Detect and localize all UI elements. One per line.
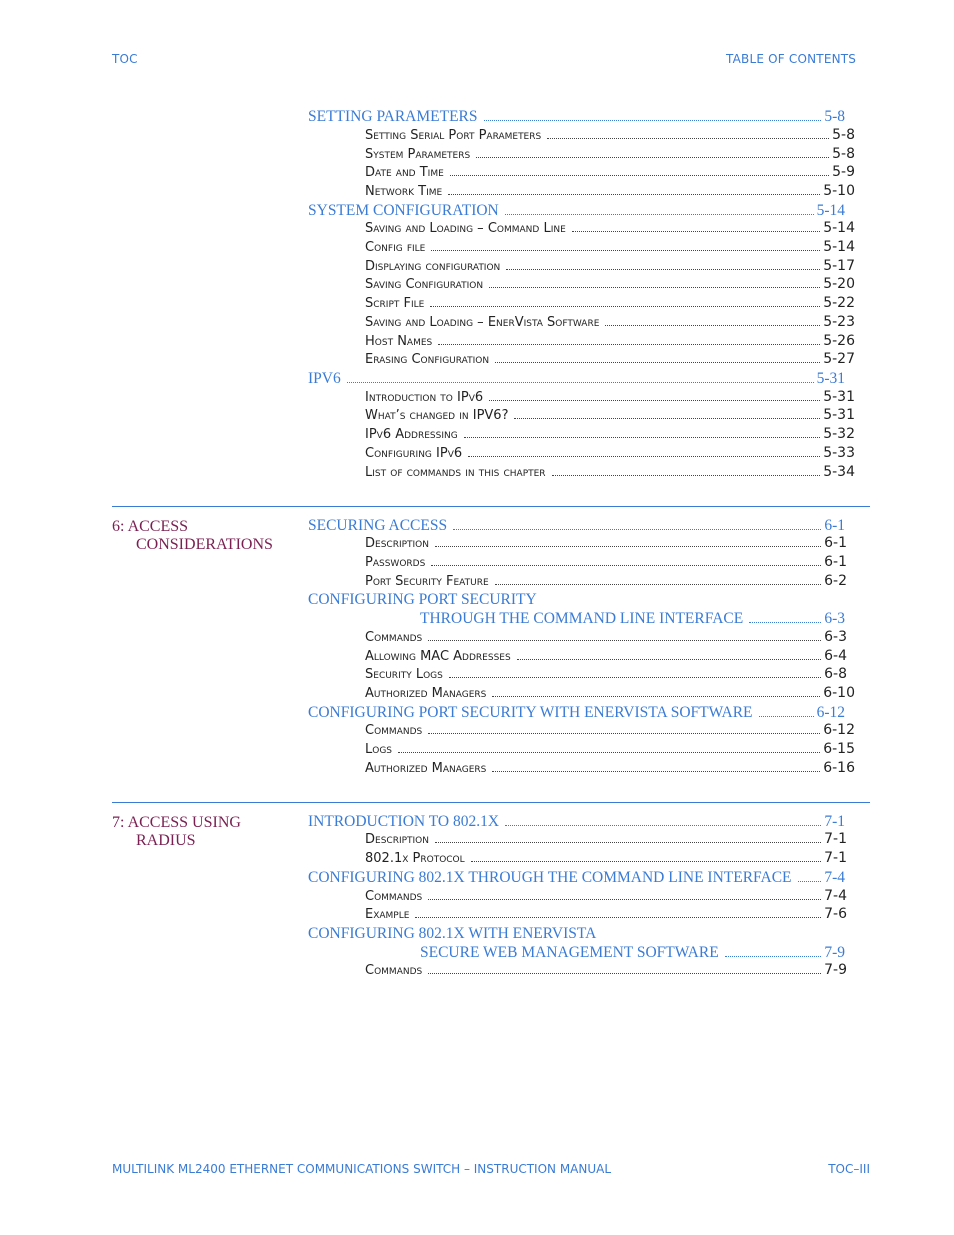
- toc-section-ipv6[interactable]: IPV6 5-31: [308, 370, 845, 387]
- toc-item[interactable]: Config file 5-14: [365, 239, 855, 255]
- toc-section-setting-parameters[interactable]: SETTING PARAMETERS 5-8: [308, 108, 845, 125]
- toc-item[interactable]: Security Logs 6-8: [365, 666, 847, 682]
- toc-item[interactable]: Date and Time 5-9: [365, 164, 855, 180]
- toc-item[interactable]: List of commands in this chapter 5-34: [365, 464, 855, 480]
- toc-section-8021x-enervista-web[interactable]: SECURE WEB MANAGEMENT SOFTWARE 7-9: [420, 944, 845, 961]
- toc-item[interactable]: Saving Configuration 5-20: [365, 276, 855, 292]
- toc-item[interactable]: Authorized Managers 6-10: [365, 685, 855, 701]
- toc-section-introduction-8021x[interactable]: INTRODUCTION TO 802.1X 7-1: [308, 813, 845, 830]
- toc-item[interactable]: Commands 6-3: [365, 629, 847, 645]
- toc-section-configuring-port-security-cli[interactable]: THROUGH THE COMMAND LINE INTERFACE 6-3: [420, 610, 845, 627]
- footer-right: TOC–III: [828, 1162, 870, 1176]
- toc-item[interactable]: What’s changed in IPV6? 5-31: [365, 407, 855, 423]
- toc-section-configuring-port-security-title[interactable]: CONFIGURING PORT SECURITY: [308, 591, 537, 608]
- toc-item[interactable]: Allowing MAC Addresses 6-4: [365, 648, 847, 664]
- toc-item[interactable]: IPv6 Addressing 5-32: [365, 426, 855, 442]
- toc-item[interactable]: Configuring IPv6 5-33: [365, 445, 855, 461]
- toc-item[interactable]: Displaying configuration 5-17: [365, 258, 855, 274]
- toc-item[interactable]: Logs 6-15: [365, 741, 855, 757]
- chapter-divider: [112, 802, 870, 803]
- toc-item[interactable]: Erasing Configuration 5-27: [365, 351, 855, 367]
- footer-left: MULTILINK ML2400 ETHERNET COMMUNICATIONS SWITCH – INSTRUCTION MANUAL: [112, 1162, 612, 1176]
- toc-item[interactable]: Authorized Managers 6-16: [365, 760, 855, 776]
- toc-item[interactable]: Commands 6-12: [365, 722, 855, 738]
- toc-section-system-configuration[interactable]: SYSTEM CONFIGURATION 5-14: [308, 202, 845, 219]
- toc-section-8021x-cli[interactable]: CONFIGURING 802.1X THROUGH THE COMMAND LINE INTERFACE 7-4: [308, 869, 845, 886]
- toc-section-securing-access[interactable]: SECURING ACCESS 6-1: [308, 517, 845, 534]
- toc-item[interactable]: System Parameters 5-8: [365, 146, 855, 162]
- toc-item[interactable]: Network Time 5-10: [365, 183, 855, 199]
- toc-item[interactable]: Example 7-6: [365, 906, 847, 922]
- header-right: TABLE OF CONTENTS: [726, 52, 857, 66]
- toc-section-port-security-enervista[interactable]: CONFIGURING PORT SECURITY WITH ENERVISTA SOFTWARE 6-12: [308, 704, 845, 721]
- toc-item[interactable]: Introduction to IPv6 5-31: [365, 389, 855, 405]
- chapter-label-line2: CONSIDERATIONS: [136, 536, 273, 553]
- toc-item[interactable]: Script File 5-22: [365, 295, 855, 311]
- chapter-label-line1: 7: ACCESS USING: [112, 814, 241, 831]
- toc-item[interactable]: Commands 7-9: [365, 962, 847, 978]
- toc-item[interactable]: Saving and Loading – EnerVista Software 5-23: [365, 314, 855, 330]
- chapter-7-label[interactable]: [112, 814, 241, 850]
- toc-item[interactable]: Setting Serial Port Parameters 5-8: [365, 127, 855, 143]
- toc-item[interactable]: Passwords 6-1: [365, 554, 847, 570]
- chapter-divider: [112, 506, 870, 507]
- header-left: TOC: [112, 52, 138, 66]
- toc-section-8021x-enervista-title[interactable]: CONFIGURING 802.1X WITH ENERVISTA: [308, 925, 597, 942]
- toc-item[interactable]: Saving and Loading – Command Line 5-14: [365, 220, 855, 236]
- toc-item[interactable]: Description 7-1: [365, 831, 847, 847]
- chapter-label-line1: 6: ACCESS: [112, 518, 189, 535]
- toc-item[interactable]: Description 6-1: [365, 535, 847, 551]
- toc-item[interactable]: Port Security Feature 6-2: [365, 573, 847, 589]
- chapter-label-line2: RADIUS: [136, 832, 196, 849]
- toc-item[interactable]: 802.1x Protocol 7-1: [365, 850, 847, 866]
- chapter-6-label[interactable]: [112, 518, 273, 554]
- toc-item[interactable]: Commands 7-4: [365, 888, 847, 904]
- toc-item[interactable]: Host Names 5-26: [365, 333, 855, 349]
